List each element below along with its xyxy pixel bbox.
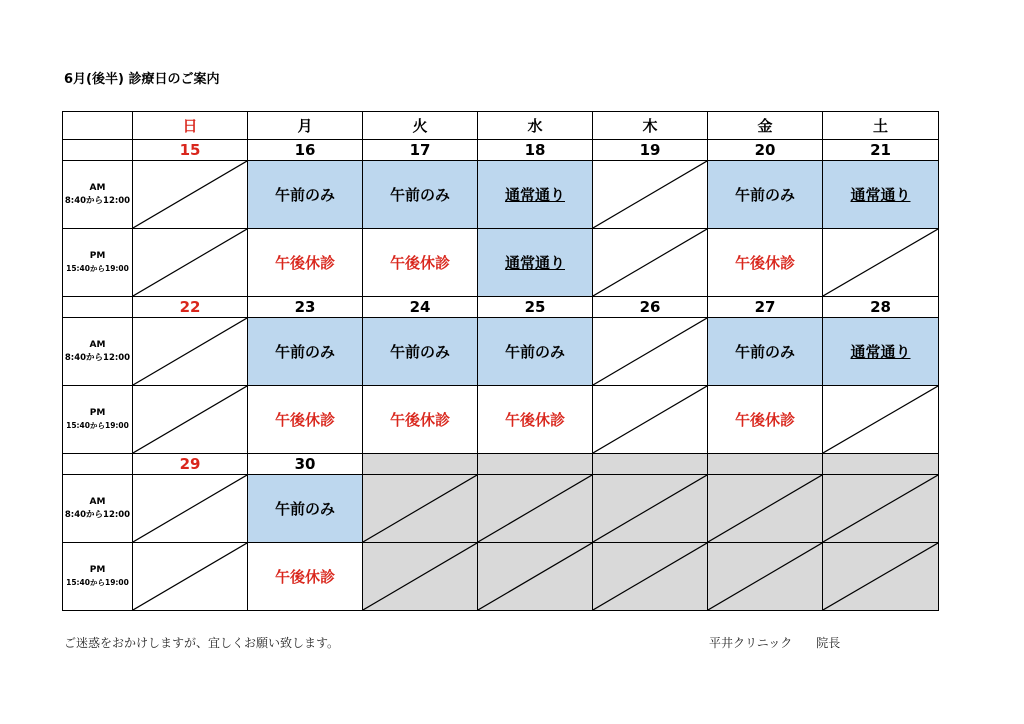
date-row-label-cell	[63, 297, 133, 318]
diagonal-line	[133, 475, 247, 542]
schedule-cell	[708, 386, 823, 454]
normal-hours-label: 通常通り	[504, 186, 565, 204]
afternoon-closed-label: 午後休診	[734, 254, 795, 272]
date-row-label-cell	[63, 140, 133, 161]
afternoon-closed-label: 午後休診	[274, 254, 335, 272]
footer-signature: 平井クリニック 院長	[709, 636, 841, 650]
pm-time-label: 15:40から19:00	[66, 421, 129, 430]
am-time-label: 8:40から12:00	[64, 510, 131, 520]
afternoon-closed-label: 午後休診	[274, 411, 335, 429]
date-cell: 27	[708, 297, 823, 318]
pm-label: PM	[89, 251, 106, 261]
am-label-cell	[63, 318, 133, 386]
normal-hours-label: 通常通り	[850, 186, 911, 204]
schedule-cell	[593, 229, 708, 297]
date-cell: 19	[593, 140, 708, 161]
diagonal-line	[478, 475, 592, 542]
date-cell	[363, 454, 478, 475]
afternoon-closed-label: 午後休診	[734, 411, 795, 429]
diagonal-line	[593, 229, 707, 296]
schedule-cell	[248, 386, 363, 454]
schedule-cell	[133, 386, 248, 454]
weekday-header-row	[63, 112, 939, 140]
morning-only-label: 午前のみ	[734, 186, 795, 204]
diagonal-line	[133, 386, 247, 453]
weekday-header-4: 木	[593, 112, 708, 140]
diagonal-line	[133, 318, 247, 385]
diagonal-line	[708, 475, 822, 542]
date-row	[63, 140, 939, 161]
schedule-cell	[708, 229, 823, 297]
diagonal-line	[133, 229, 247, 296]
date-cell: 16	[248, 140, 363, 161]
weekday-header-3: 水	[478, 112, 593, 140]
schedule-cell	[363, 318, 478, 386]
date-cell: 23	[248, 297, 363, 318]
schedule-cell	[593, 161, 708, 229]
pm-label: PM	[89, 565, 106, 575]
am-time-label: 8:40から12:00	[64, 196, 131, 206]
weekday-header-0: 日	[133, 112, 248, 140]
morning-only-label: 午前のみ	[274, 343, 335, 361]
schedule-cell	[363, 475, 478, 543]
diagonal-line	[823, 229, 938, 296]
date-cell: 18	[478, 140, 593, 161]
schedule-cell	[823, 318, 939, 386]
schedule-cell	[133, 161, 248, 229]
diagonal-line	[363, 475, 477, 542]
pm-label-cell	[63, 386, 133, 454]
diagonal-line	[823, 386, 938, 453]
header-corner-cell	[63, 112, 133, 140]
date-row-label-cell	[63, 454, 133, 475]
date-cell	[478, 454, 593, 475]
morning-only-label: 午前のみ	[389, 343, 450, 361]
date-cell: 17	[363, 140, 478, 161]
am-label: AM	[89, 497, 106, 507]
am-label-cell	[63, 475, 133, 543]
am-row	[63, 161, 939, 229]
schedule-cell	[823, 229, 939, 297]
diagonal-line	[133, 161, 247, 228]
diagonal-line	[363, 543, 477, 610]
diagonal-line	[133, 543, 247, 610]
date-row	[63, 454, 939, 475]
schedule-cell	[823, 161, 939, 229]
schedule-cell	[248, 161, 363, 229]
schedule-cell	[478, 543, 593, 611]
diagonal-line	[593, 386, 707, 453]
morning-only-label: 午前のみ	[274, 186, 335, 204]
diagonal-line	[478, 543, 592, 610]
morning-only-label: 午前のみ	[389, 186, 450, 204]
diagonal-line	[823, 475, 938, 542]
weekday-header-5: 金	[708, 112, 823, 140]
diagonal-line	[593, 543, 707, 610]
date-cell: 22	[133, 297, 248, 318]
date-cell	[708, 454, 823, 475]
schedule-cell	[478, 318, 593, 386]
schedule-cell	[708, 475, 823, 543]
schedule-cell	[708, 161, 823, 229]
pm-row	[63, 543, 939, 611]
am-label: AM	[89, 340, 106, 350]
weekday-header-2: 火	[363, 112, 478, 140]
schedule-cell	[133, 229, 248, 297]
schedule-cell	[708, 318, 823, 386]
schedule-cell	[248, 475, 363, 543]
normal-hours-label: 通常通り	[850, 343, 911, 361]
schedule-cell	[133, 475, 248, 543]
date-cell: 24	[363, 297, 478, 318]
pm-label: PM	[89, 408, 106, 418]
schedule-cell	[478, 386, 593, 454]
weekday-header-6: 土	[823, 112, 939, 140]
date-cell: 15	[133, 140, 248, 161]
date-cell: 29	[133, 454, 248, 475]
schedule-cell	[823, 386, 939, 454]
schedule-cell	[133, 318, 248, 386]
schedule-cell	[708, 543, 823, 611]
afternoon-closed-label: 午後休診	[389, 254, 450, 272]
schedule-cell	[363, 543, 478, 611]
am-row	[63, 318, 939, 386]
pm-label-cell	[63, 229, 133, 297]
date-cell	[593, 454, 708, 475]
diagonal-line	[593, 318, 707, 385]
am-label-cell	[63, 161, 133, 229]
schedule-cell	[133, 543, 248, 611]
pm-row	[63, 386, 939, 454]
schedule-cell	[248, 229, 363, 297]
morning-only-label: 午前のみ	[504, 343, 565, 361]
date-cell: 25	[478, 297, 593, 318]
weekday-header-1: 月	[248, 112, 363, 140]
pm-time-label: 15:40から19:00	[66, 578, 129, 587]
schedule-cell	[478, 475, 593, 543]
schedule-cell	[593, 475, 708, 543]
am-time-label: 8:40から12:00	[64, 353, 131, 363]
footer-message: ご迷惑をおかけしますが、宜しくお願い致します。	[64, 636, 340, 650]
schedule-cell	[363, 229, 478, 297]
afternoon-closed-label: 午後休診	[504, 411, 565, 429]
schedule-cell	[823, 475, 939, 543]
schedule-cell	[593, 386, 708, 454]
normal-hours-label: 通常通り	[504, 254, 565, 272]
schedule-cell	[363, 161, 478, 229]
afternoon-closed-label: 午後休診	[389, 411, 450, 429]
morning-only-label: 午前のみ	[274, 500, 335, 518]
diagonal-line	[593, 475, 707, 542]
afternoon-closed-label: 午後休診	[274, 568, 335, 586]
diagonal-line	[823, 543, 938, 610]
pm-time-label: 15:40から19:00	[66, 264, 129, 273]
date-cell: 26	[593, 297, 708, 318]
schedule-cell	[478, 229, 593, 297]
morning-only-label: 午前のみ	[734, 343, 795, 361]
page-title: 6月(後半) 診療日のご案内	[64, 72, 220, 87]
am-row	[63, 475, 939, 543]
schedule-cell	[248, 318, 363, 386]
schedule-cell	[823, 543, 939, 611]
date-cell: 20	[708, 140, 823, 161]
diagonal-line	[593, 161, 707, 228]
schedule-cell	[363, 386, 478, 454]
schedule-cell	[248, 543, 363, 611]
pm-label-cell	[63, 543, 133, 611]
calendar-table	[62, 111, 939, 611]
date-row	[63, 297, 939, 318]
schedule-cell	[478, 161, 593, 229]
schedule-cell	[593, 543, 708, 611]
date-cell: 21	[823, 140, 939, 161]
date-cell: 30	[248, 454, 363, 475]
date-cell: 28	[823, 297, 939, 318]
date-cell	[823, 454, 939, 475]
am-label: AM	[89, 183, 106, 193]
pm-row	[63, 229, 939, 297]
diagonal-line	[708, 543, 822, 610]
schedule-cell	[593, 318, 708, 386]
